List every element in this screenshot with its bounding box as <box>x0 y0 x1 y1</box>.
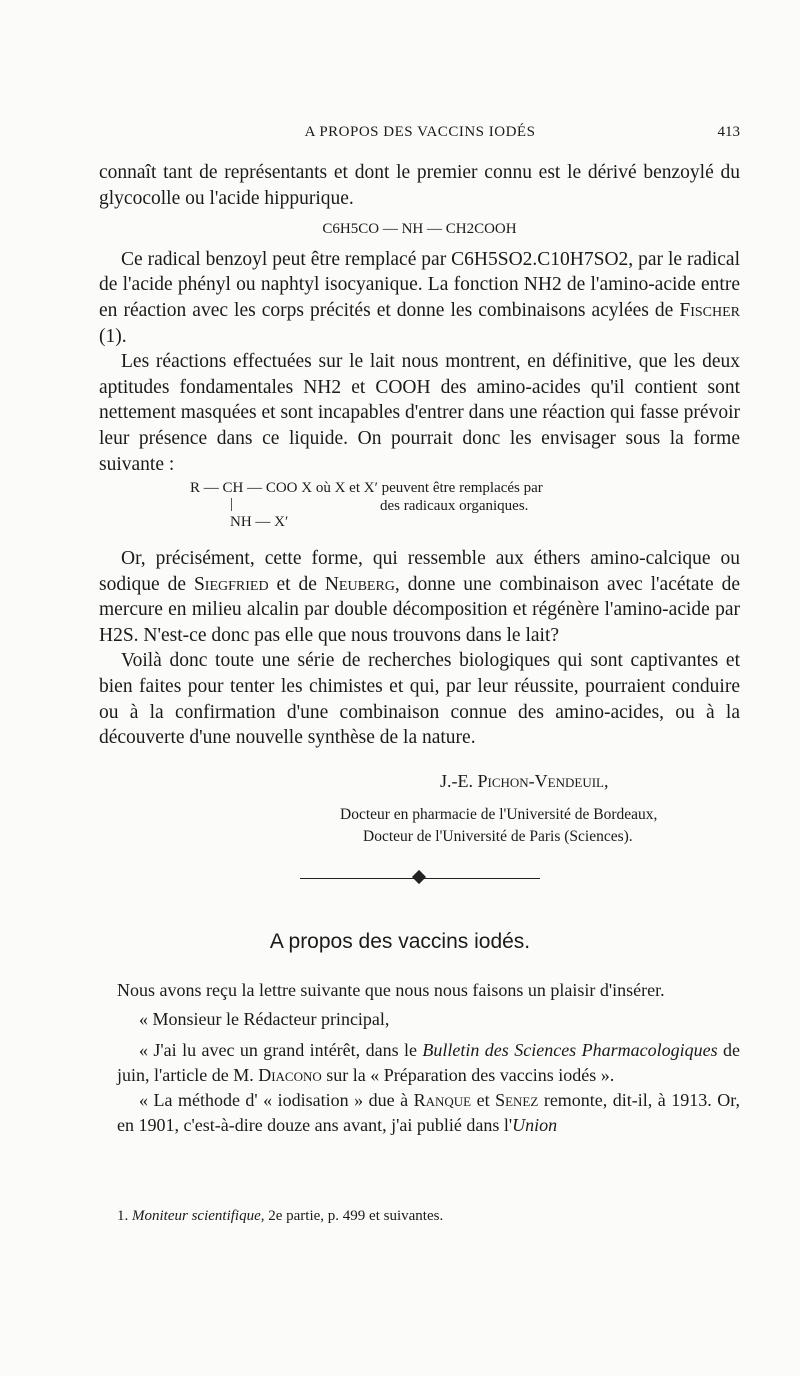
letter-paragraph-1 <box>117 1038 740 1088</box>
header-title: A PROPOS DES VACCINS IODÉS <box>304 124 536 140</box>
letter-p1-text: « J'ai lu avec un grand intérêt, dans le <box>139 1040 423 1060</box>
footnote-number: 1. <box>117 1208 132 1224</box>
letter-p2-text: « La méthode d' « iodisation » due à <box>139 1090 414 1110</box>
paragraph-4-text-2: et de <box>268 573 325 595</box>
diagram-bond: | <box>230 496 234 512</box>
journal-title: Bulletin des Sciences Pharmacologiques <box>422 1040 718 1060</box>
diagram-line-2: des radicaux organiques. <box>380 498 529 514</box>
footnote-journal: Moniteur scientifique <box>132 1208 261 1224</box>
author-fischer: Fischer <box>679 299 740 321</box>
letter-body <box>117 978 740 1138</box>
running-header <box>100 124 740 148</box>
diagram-line-1: R — CH — COO X où X et X′ peuvent être remplacés par <box>190 480 543 496</box>
structure-diagram <box>190 480 750 540</box>
paragraph-5: Voilà donc toute une série de recherches biologiques qui sont captivantes et bien faites pour tenter les chimistes et qui, par leur réussite, pourraient conduire ou à la confirmation d'une combinaison connue des amino-acides, ou à la découverte d'une nouvelle synthèse de la nature. <box>99 650 740 749</box>
article-body <box>99 160 740 477</box>
divider-ornament-icon <box>412 870 426 884</box>
footnote-ref: (1). <box>99 325 127 347</box>
page-number: 413 <box>717 124 740 140</box>
paragraph-2-text: Ce radical benzoyl peut être remplacé par C6H5SO2.C10H7SO2, par le radical de l'acide phényl ou naphtyl isocyanique. La fonction NH2 de l'amino-acide entre en réaction avec les corps précités et donne les combinaisons acylées de <box>99 248 740 321</box>
letter-paragraph-2 <box>117 1088 740 1138</box>
signature-initials: J.-E. <box>440 771 478 791</box>
author-senez: Senez <box>495 1090 539 1110</box>
footnote-text: , 2e partie, p. 499 et suivantes. <box>260 1208 444 1224</box>
author-ranque: Ranque <box>413 1090 472 1110</box>
footnote <box>117 1208 443 1225</box>
paragraph-4-text: Or, précisément, cette forme, qui ressemble aux éthers amino-calcique ou sodique de <box>99 548 740 595</box>
letter-p2-text-2: et <box>471 1090 496 1110</box>
author-neuberg: Neuberg <box>324 573 395 595</box>
letter-p1-text-2: de juin, l'article de M. <box>117 1040 740 1085</box>
author-diacono: Diacono <box>258 1065 322 1085</box>
letter-p2-text-3: remonte, dit-il, à 1913. Or, en 1901, c'est-à-dire douze ans avant, j'ai publié dans l' <box>117 1090 741 1135</box>
article-body-continued <box>99 546 740 751</box>
affiliation-2: Docteur de l'Université de Paris (Sciences). <box>363 828 633 845</box>
paragraph-4-text-3: , donne une combinaison avec l'acétate de mercure en milieu alcalin par double décomposition et régénère l'amino-acide par H2S. N'est-ce donc pas elle que nous trouvons dans le lait? <box>99 573 740 646</box>
hippuric-formula: C6H5CO — NH — CH2COOH <box>322 221 517 238</box>
paragraph-1: connaît tant de représentants et dont le premier connu est le dérivé benzoylé du glycocolle ou l'acide hippurique. <box>99 162 740 209</box>
paragraph-4 <box>99 546 740 648</box>
signature-name: Pichon-Vendeuil, <box>477 771 609 791</box>
letter-intro: Nous avons reçu la lettre suivante que nous nous faisons un plaisir d'insérer. <box>117 980 665 1000</box>
paragraph-2 <box>99 247 740 349</box>
journal-union: Union <box>512 1115 558 1135</box>
author-siegfried: Siegfried <box>193 573 269 595</box>
signature <box>440 771 609 792</box>
diagram-line-3: NH — X′ <box>230 514 289 530</box>
letter-p1-text-3: sur la « Préparation des vaccins iodés ». <box>321 1065 615 1085</box>
letter-salutation: « Monsieur le Rédacteur principal, <box>139 1009 390 1029</box>
paragraph-3: Les réactions effectuées sur le lait nous montrent, en définitive, que les deux aptitudes fondamentales NH2 et COOH des amino-acides qu'il contient sont nettement masquées et sont incapables d'entrer dans une réaction qui fasse prévoir leur présence dans ce liquide. On pourrait donc les envisager sous la forme suivante : <box>99 351 740 475</box>
affiliation-1: Docteur en pharmacie de l'Université de Bordeaux, <box>340 806 658 823</box>
section-title: A propos des vaccins iodés. <box>269 930 531 953</box>
